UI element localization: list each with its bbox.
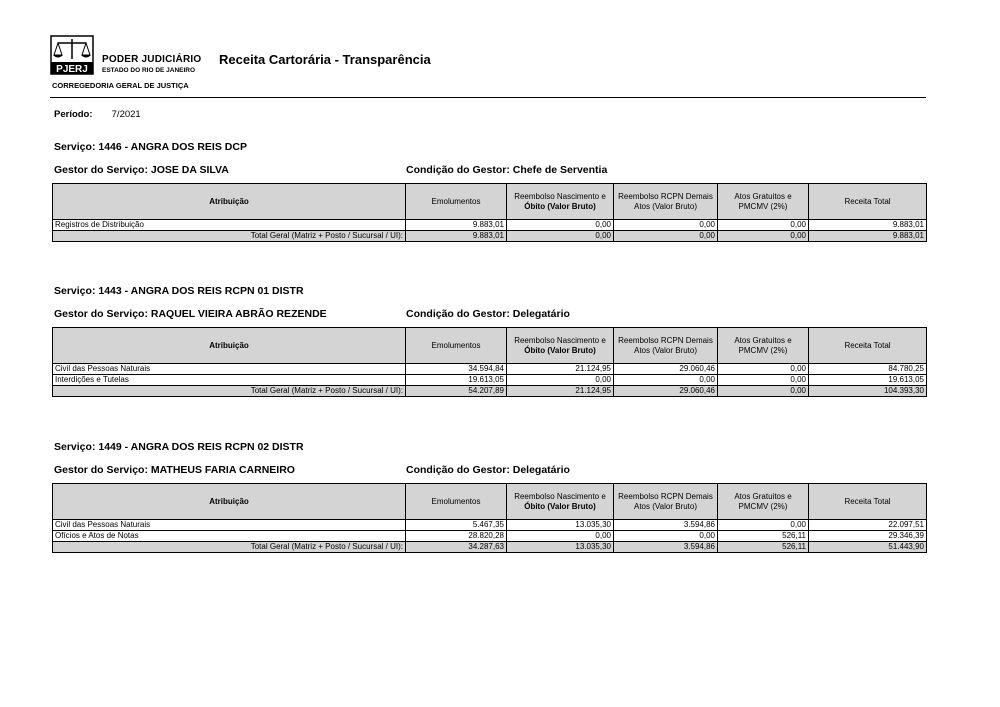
service-title: Serviço: 1446 - ANGRA DOS REIS DCP — [54, 141, 247, 153]
col-reembolso-nascimento-line2: Óbito (Valor Bruto) — [524, 501, 596, 511]
total-cell: 54.207,89 — [406, 386, 507, 397]
periodo-label: Período: — [54, 109, 93, 120]
col-atos-gratuitos: Atos Gratuitos e PMCMV (2%) — [718, 328, 809, 364]
table-cell: 29.060,46 — [614, 364, 718, 375]
total-row — [53, 542, 927, 553]
col-atribuicao: Atribuição — [53, 328, 406, 364]
table-cell: 22.097,51 — [809, 520, 927, 531]
total-cell: 29.060,46 — [614, 386, 718, 397]
table-cell: Civil das Pessoas Naturais — [53, 520, 406, 531]
col-reembolso-nascimento-line1: Reembolso Nascimento e — [514, 491, 606, 501]
table-cell: 0,00 — [507, 220, 614, 231]
table-cell: 526,11 — [718, 531, 809, 542]
table-cell: 0,00 — [718, 520, 809, 531]
table-header-row — [53, 184, 927, 220]
service-title: Serviço: 1449 - ANGRA DOS REIS RCPN 02 DISTR — [54, 441, 304, 453]
gestor-label: Gestor do Serviço: RAQUEL VIEIRA ABRÃO REZENDE — [54, 308, 327, 320]
corregedoria-label: CORREGEDORIA GERAL DE JUSTIÇA — [52, 81, 189, 90]
svg-text:PJERJ: PJERJ — [56, 64, 88, 75]
col-emolumentos: Emolumentos — [406, 328, 507, 364]
table-row — [53, 520, 927, 531]
total-cell: 13.035,30 — [507, 542, 614, 553]
total-cell: 104.393,30 — [809, 386, 927, 397]
col-reembolso-rcpn: Reembolso RCPN Demais Atos (Valor Bruto) — [614, 484, 718, 520]
table-cell: Civil das Pessoas Naturais — [53, 364, 406, 375]
table-row — [53, 220, 927, 231]
table-cell: 9.883,01 — [809, 220, 927, 231]
table-cell: 0,00 — [614, 375, 718, 386]
total-cell: 34.287,63 — [406, 542, 507, 553]
table-cell: 28.820,28 — [406, 531, 507, 542]
report-title: Receita Cartorária - Transparência — [219, 52, 431, 67]
total-cell: 3.594,86 — [614, 542, 718, 553]
table-header-row — [53, 328, 927, 364]
total-cell: 51.443,90 — [809, 542, 927, 553]
total-cell: 9.883,01 — [406, 231, 507, 242]
col-emolumentos: Emolumentos — [406, 484, 507, 520]
table-cell: 0,00 — [718, 220, 809, 231]
table-cell: Registros de Distribuição — [53, 220, 406, 231]
col-reembolso-nascimento-line2: Óbito (Valor Bruto) — [524, 345, 596, 355]
table-cell: 29.346,39 — [809, 531, 927, 542]
table-cell: 0,00 — [507, 531, 614, 542]
col-reembolso-nascimento — [507, 184, 614, 220]
table-cell: 84.780,25 — [809, 364, 927, 375]
gestor-label: Gestor do Serviço: MATHEUS FARIA CARNEIRO — [54, 464, 295, 476]
table-cell: 0,00 — [614, 220, 718, 231]
table-header-row — [53, 484, 927, 520]
total-cell: 0,00 — [718, 231, 809, 242]
report-header — [50, 35, 926, 97]
condicao-label: Condição do Gestor: Delegatário — [406, 464, 570, 476]
table-cell: Ofícios e Atos de Notas — [53, 531, 406, 542]
receita-table — [52, 183, 927, 242]
total-label: Total Geral (Matriz + Posto / Sucursal / UI): — [53, 386, 406, 397]
col-emolumentos: Emolumentos — [406, 184, 507, 220]
col-atribuicao: Atribuição — [53, 484, 406, 520]
total-label: Total Geral (Matriz + Posto / Sucursal / UI): — [53, 542, 406, 553]
col-receita-total: Receita Total — [809, 328, 927, 364]
table-cell: Interdições e Tutelas — [53, 375, 406, 386]
total-cell: 0,00 — [614, 231, 718, 242]
col-atos-gratuitos: Atos Gratuitos e PMCMV (2%) — [718, 184, 809, 220]
col-reembolso-nascimento — [507, 484, 614, 520]
table-cell: 9.883,01 — [406, 220, 507, 231]
total-row — [53, 231, 927, 242]
gestor-label: Gestor do Serviço: JOSE DA SILVA — [54, 164, 229, 176]
table-row — [53, 531, 927, 542]
col-reembolso-nascimento — [507, 328, 614, 364]
total-cell: 21.124,95 — [507, 386, 614, 397]
table-cell: 21.124,95 — [507, 364, 614, 375]
col-receita-total: Receita Total — [809, 184, 927, 220]
org-name: PODER JUDICIÁRIO — [102, 54, 202, 65]
table-cell: 0,00 — [718, 364, 809, 375]
col-reembolso-rcpn: Reembolso RCPN Demais Atos (Valor Bruto) — [614, 328, 718, 364]
col-reembolso-nascimento-line2: Óbito (Valor Bruto) — [524, 201, 596, 211]
total-cell: 526,11 — [718, 542, 809, 553]
col-atos-gratuitos: Atos Gratuitos e PMCMV (2%) — [718, 484, 809, 520]
table-cell: 5.467,35 — [406, 520, 507, 531]
header-divider — [50, 97, 926, 98]
total-cell: 0,00 — [718, 386, 809, 397]
table-cell: 0,00 — [507, 375, 614, 386]
condicao-label: Condição do Gestor: Chefe de Serventia — [406, 164, 608, 176]
total-cell: 0,00 — [507, 231, 614, 242]
table-cell: 19.613,05 — [809, 375, 927, 386]
periodo-value: 7/2021 — [111, 109, 141, 120]
total-label: Total Geral (Matriz + Posto / Sucursal / UI): — [53, 231, 406, 242]
col-receita-total: Receita Total — [809, 484, 927, 520]
receita-table — [52, 327, 927, 397]
condicao-label: Condição do Gestor: Delegatário — [406, 308, 570, 320]
periodo — [54, 109, 141, 120]
col-reembolso-rcpn: Reembolso RCPN Demais Atos (Valor Bruto) — [614, 184, 718, 220]
col-reembolso-nascimento-line1: Reembolso Nascimento e — [514, 191, 606, 201]
col-atribuicao: Atribuição — [53, 184, 406, 220]
total-row — [53, 386, 927, 397]
receita-table — [52, 483, 927, 553]
table-cell: 3.594,86 — [614, 520, 718, 531]
table-cell: 0,00 — [614, 531, 718, 542]
table-cell: 0,00 — [718, 375, 809, 386]
table-cell: 19.613,05 — [406, 375, 507, 386]
col-reembolso-nascimento-line1: Reembolso Nascimento e — [514, 335, 606, 345]
pjerj-scales-logo-icon — [50, 35, 94, 75]
table-row — [53, 375, 927, 386]
org-subtitle: ESTADO DO RIO DE JANEIRO — [102, 67, 196, 74]
table-cell: 34.594,84 — [406, 364, 507, 375]
table-cell: 13.035,30 — [507, 520, 614, 531]
total-cell: 9.883,01 — [809, 231, 927, 242]
service-title: Serviço: 1443 - ANGRA DOS REIS RCPN 01 DISTR — [54, 285, 304, 297]
table-row — [53, 364, 927, 375]
